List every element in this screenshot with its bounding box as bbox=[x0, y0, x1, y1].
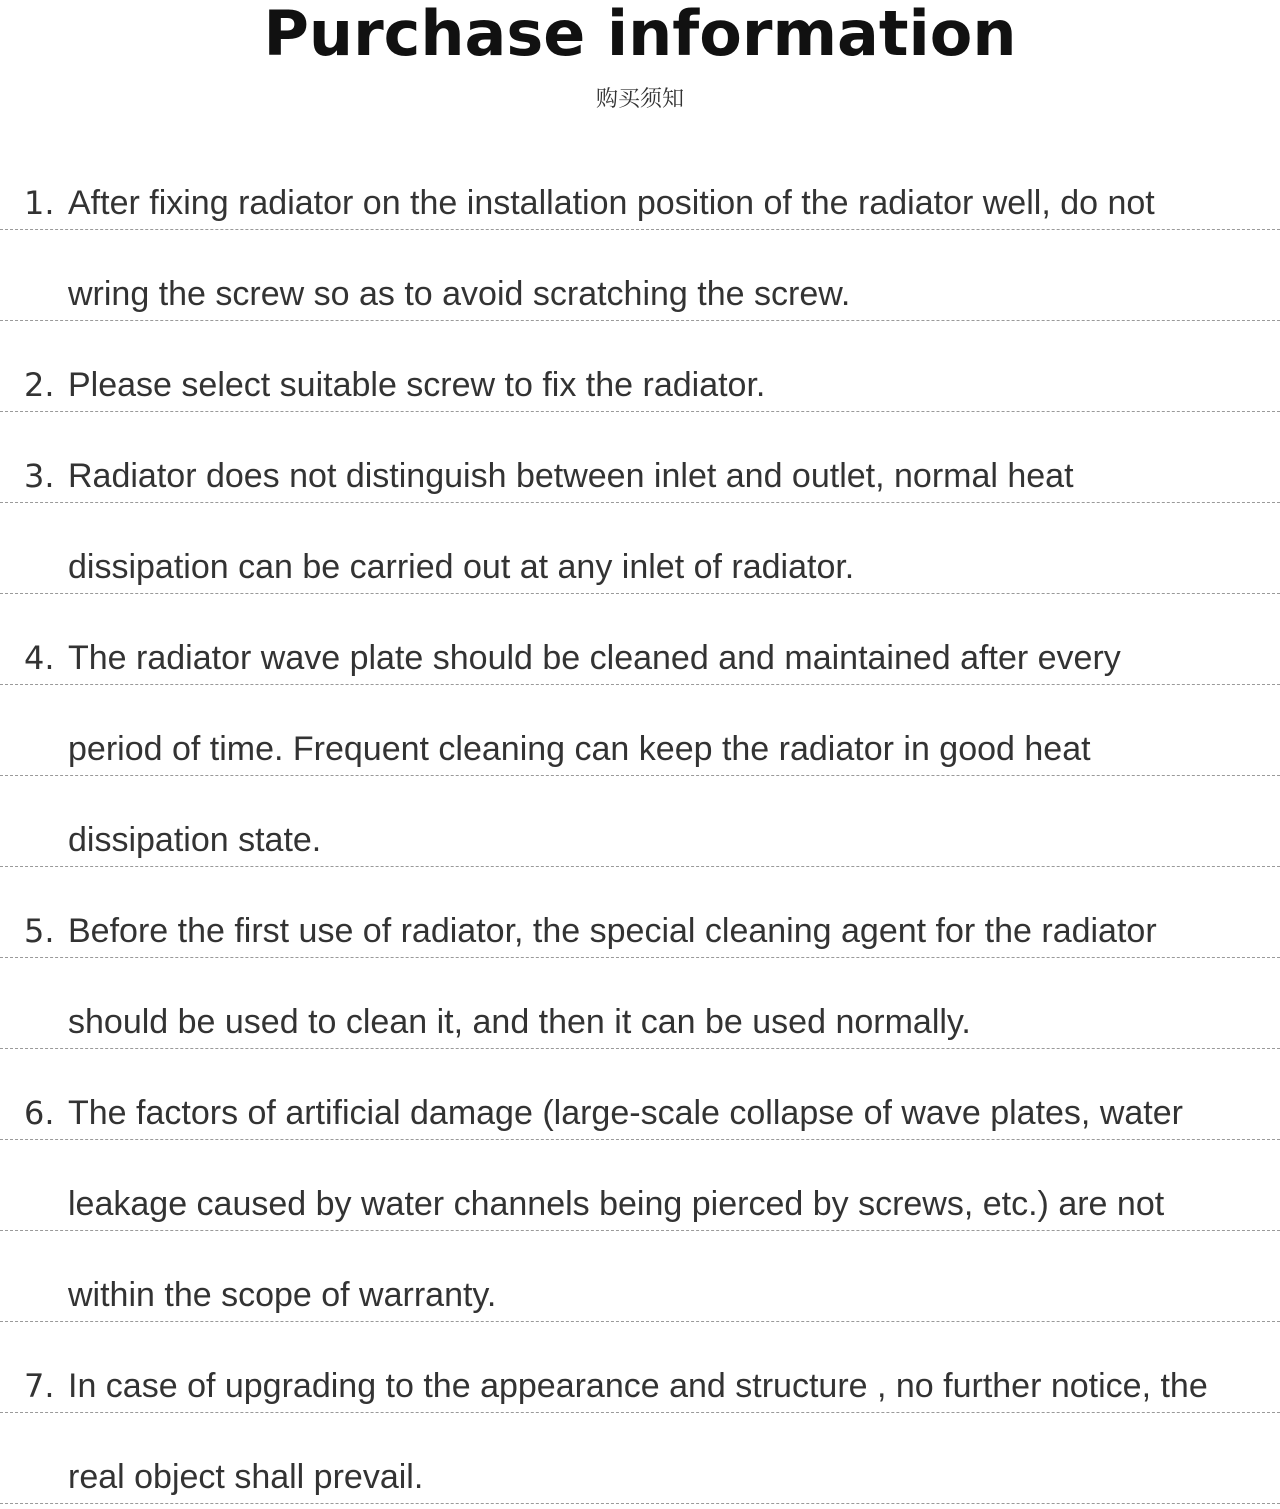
page-title: Purchase information bbox=[263, 0, 1017, 70]
item-text: Radiator does not distinguish between inlet and outlet, normal heat bbox=[68, 457, 1074, 495]
page-subtitle: 购买须知 bbox=[595, 87, 684, 112]
notes-list bbox=[0, 139, 1280, 1504]
list-item-continuation bbox=[0, 776, 1280, 867]
item-text: The radiator wave plate should be cleaned and maintained after every bbox=[68, 639, 1121, 677]
list-item bbox=[0, 1322, 1280, 1413]
item-number: 5. bbox=[24, 912, 55, 950]
item-number: 1. bbox=[24, 184, 55, 222]
list-item-continuation bbox=[0, 1231, 1280, 1322]
item-text: dissipation state. bbox=[68, 821, 322, 859]
item-text: leakage caused by water channels being pierced by screws, etc.) are not bbox=[68, 1185, 1165, 1223]
item-text: After fixing radiator on the installation position of the radiator well, do not bbox=[68, 184, 1155, 222]
item-number: 2. bbox=[24, 366, 55, 404]
item-number: 6. bbox=[24, 1094, 55, 1132]
item-text: dissipation can be carried out at any inlet of radiator. bbox=[68, 548, 855, 586]
list-item bbox=[0, 412, 1280, 503]
list-item-continuation bbox=[0, 958, 1280, 1049]
list-item-continuation bbox=[0, 1140, 1280, 1231]
item-text: real object shall prevail. bbox=[68, 1458, 424, 1496]
item-number: 7. bbox=[24, 1367, 55, 1405]
list-item-continuation bbox=[0, 685, 1280, 776]
list-item bbox=[0, 594, 1280, 685]
item-text: within the scope of warranty. bbox=[68, 1276, 497, 1314]
list-item bbox=[0, 1049, 1280, 1140]
item-text: In case of upgrading to the appearance and structure , no further notice, the bbox=[68, 1367, 1208, 1405]
list-item-continuation bbox=[0, 1413, 1280, 1504]
list-item-continuation bbox=[0, 503, 1280, 594]
item-number: 4. bbox=[24, 639, 55, 677]
item-number: 3. bbox=[24, 457, 55, 495]
item-text: period of time. Frequent cleaning can keep the radiator in good heat bbox=[68, 730, 1091, 768]
list-item-continuation bbox=[0, 230, 1280, 321]
list-item bbox=[0, 321, 1280, 412]
list-item bbox=[0, 867, 1280, 958]
list-item bbox=[0, 139, 1280, 230]
item-text: Please select suitable screw to fix the radiator. bbox=[68, 366, 766, 404]
item-text: wring the screw so as to avoid scratching the screw. bbox=[68, 275, 851, 313]
item-text: Before the first use of radiator, the special cleaning agent for the radiator bbox=[68, 912, 1157, 950]
item-text: The factors of artificial damage (large-scale collapse of wave plates, water bbox=[68, 1094, 1183, 1132]
item-text: should be used to clean it, and then it can be used normally. bbox=[68, 1003, 971, 1041]
